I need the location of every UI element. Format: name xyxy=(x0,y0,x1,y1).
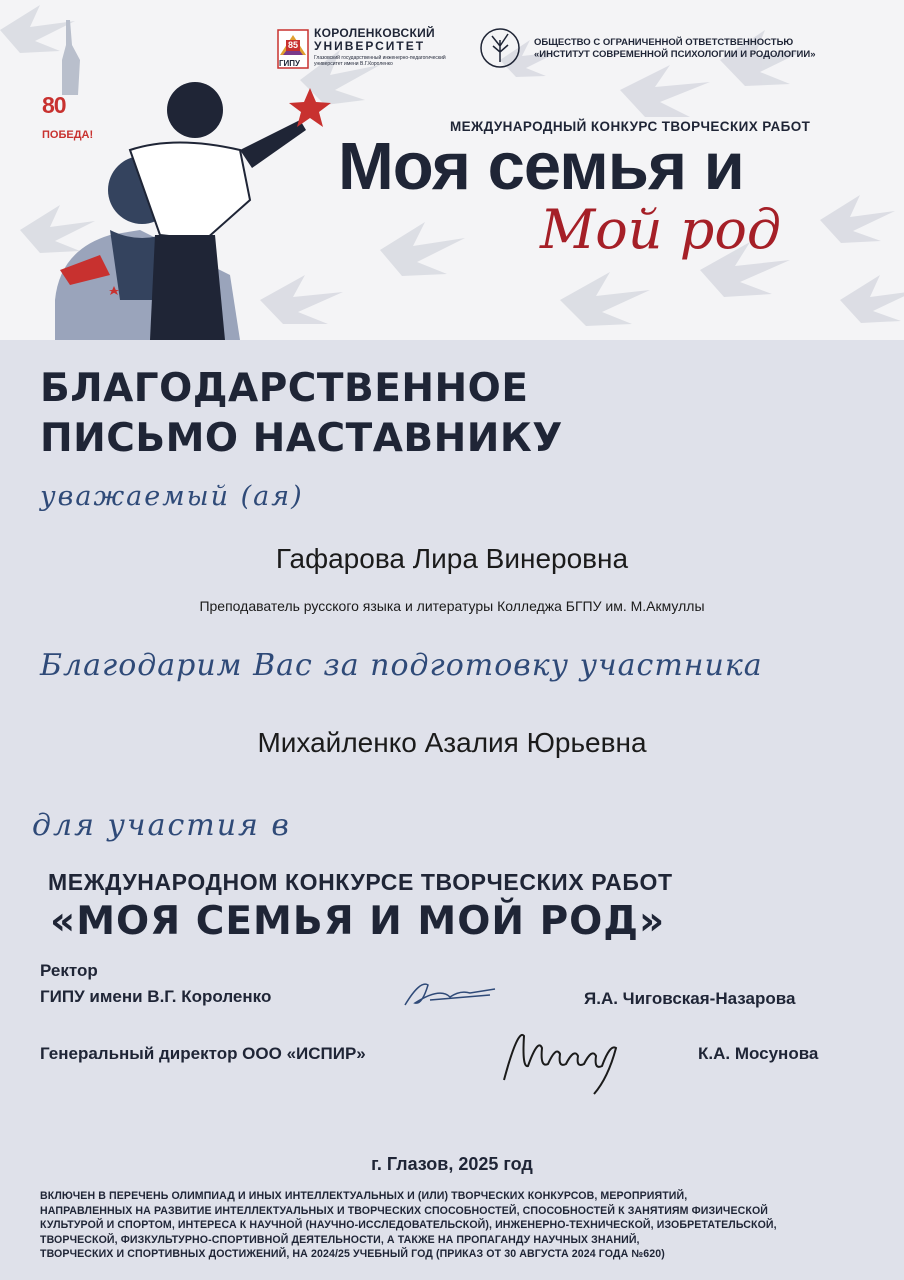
contest-name-line1: МЕЖДУНАРОДНОМ КОНКУРСЕ ТВОРЧЕСКИХ РАБОТ xyxy=(48,869,673,895)
contest-name-line2: «МОЯ СЕМЬЯ И МОЙ РОД» xyxy=(50,899,666,944)
organization-line2: «ИНСТИТУТ СОВРЕМЕННОЙ ПСИХОЛОГИИ И РОДОЛОГИИ» xyxy=(534,49,816,60)
organization-logo xyxy=(481,29,519,67)
monument-logo xyxy=(62,20,80,95)
contest-kicker: МЕЖДУНАРОДНЫЙ КОНКУРС ТВОРЧЕСКИХ РАБОТ xyxy=(450,119,811,134)
header-banner xyxy=(0,0,904,340)
rector-title-line2: ГИПУ имени В.Г. Короленко xyxy=(40,987,272,1006)
organization-line1: ОБЩЕСТВО С ОГРАНИЧЕННОЙ ОТВЕТСТВЕННОСТЬЮ xyxy=(534,37,794,48)
university-name-line1: КОРОЛЕНКОВСКИЙ xyxy=(314,26,435,40)
university-abbr: ГИПУ xyxy=(279,59,301,68)
mentor-position: Преподаватель русского языка и литературы Колледжа БГПУ им. М.Акмуллы xyxy=(199,598,705,614)
footnote-line: ТВОРЧЕСКИХ И СПОРТИВНЫХ ДОСТИЖЕНИЙ, НА 2024/25 УЧЕБНЫЙ ГОД (ПРИКАЗ ОТ 30 АВГУСТА 2024 ГОДА №620) xyxy=(40,1248,665,1261)
student-name: Михайленко Азалия Юрьевна xyxy=(257,727,647,758)
footnote-line: КУЛЬТУРОЙ И СПОРТОМ, ИНТЕРЕСА К НАУЧНОЙ (НАУЧНО-ИССЛЕДОВАТЕЛЬСКОЙ), ИНЖЕНЕРНО-ТЕХНИЧЕСКОЙ, ИЗОБРЕТАТЕЛЬСКОЙ, xyxy=(40,1219,777,1232)
rector-signature xyxy=(400,975,500,1015)
footnote-line: ВКЛЮЧЕН В ПЕРЕЧЕНЬ ОЛИМПИАД И ИНЫХ ИНТЕЛЛЕКТУАЛЬНЫХ И (ИЛИ) ТВОРЧЕСКИХ КОНКУРСОВ, МЕРОПРИЯТИЙ, xyxy=(40,1190,688,1202)
university-name xyxy=(314,27,435,53)
victory-logo-word: ПОБЕДА! xyxy=(42,129,94,141)
for-participation-phrase: для участия в xyxy=(32,808,291,843)
heading-line2: ПИСЬМО НАСТАВНИКУ xyxy=(40,416,563,461)
footnote-line: ТВОРЧЕСКОЙ, ФИЗКУЛЬТУРНО-СПОРТИВНОЙ ДЕЯТЕЛЬНОСТИ, А ТАКЖЕ НА ПРОПАГАНДУ НАУЧНЫХ ЗНАНИЙ, xyxy=(40,1233,640,1246)
rector-title xyxy=(40,958,271,1010)
city-year: г. Глазов, 2025 год xyxy=(371,1154,533,1174)
footnote-line: НАПРАВЛЕННЫХ НА РАЗВИТИЕ ИНТЕЛЛЕКТУАЛЬНЫХ И ТВОРЧЕСКИХ СПОСОБНОСТЕЙ, СПОСОБНОСТЕЙ К ЗАНЯТИЯМ ФИЗИЧЕСКОЙ xyxy=(40,1204,769,1217)
registry-footnote xyxy=(40,1189,888,1262)
director-name: К.А. Мосунова xyxy=(698,1044,819,1063)
thanks-phrase: Благодарим Вас за подготовку участника xyxy=(40,648,763,683)
victory-80-logo: 80 xyxy=(42,92,66,118)
rector-name: Я.А. Чиговская-Назарова xyxy=(584,989,796,1008)
director-signature xyxy=(498,1018,628,1098)
university-anniversary-badge: 85 xyxy=(288,40,299,50)
heading-line1: БЛАГОДАРСТВЕННОЕ xyxy=(40,366,529,411)
rector-title-line1: Ректор xyxy=(40,961,98,980)
university-full-name: Глазовский государственный инженерно-педагогический университет имени В.Г.Короленко xyxy=(314,55,446,67)
organization-name xyxy=(534,37,816,61)
director-title: Генеральный директор ООО «ИСПИР» xyxy=(40,1044,366,1063)
contest-title-script: Мой род xyxy=(540,198,782,261)
mentor-name: Гафарова Лира Винеровна xyxy=(275,543,629,574)
letter-heading xyxy=(40,364,563,464)
university-name-line2: УНИВЕРСИТЕТ xyxy=(314,39,426,53)
salutation: уважаемый (ая) xyxy=(40,481,304,512)
contest-title-main: Моя семья и xyxy=(338,129,744,204)
